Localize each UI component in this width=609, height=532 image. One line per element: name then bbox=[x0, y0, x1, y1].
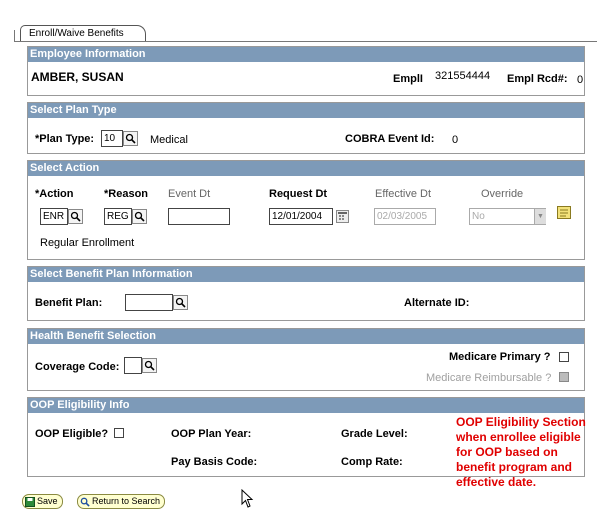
employee-information-panel bbox=[27, 46, 585, 96]
override-label: Override bbox=[481, 188, 524, 200]
plan-type-header: Select Plan Type bbox=[28, 103, 584, 118]
select-action-header: Select Action bbox=[28, 161, 584, 176]
event-dt-label: Event Dt bbox=[168, 188, 211, 200]
employee-information-header: Employee Information bbox=[28, 47, 584, 62]
note-line: effective date. bbox=[456, 475, 537, 489]
magnifier-icon bbox=[134, 211, 145, 222]
coverage-code-input[interactable] bbox=[124, 357, 142, 374]
plan-type-panel bbox=[27, 102, 585, 154]
note-line: benefit program and bbox=[456, 460, 573, 474]
medicare-primary-label: Medicare Primary ? bbox=[449, 351, 551, 363]
note-line: for OOP based on bbox=[456, 445, 558, 459]
override-value: No bbox=[472, 211, 485, 222]
reason-label: *Reason bbox=[104, 188, 149, 200]
action-lookup-button[interactable] bbox=[68, 209, 83, 224]
empl-rcd-value: 0 bbox=[577, 74, 584, 86]
reason-input[interactable]: REG bbox=[104, 208, 132, 225]
magnifier-icon bbox=[70, 211, 81, 222]
action-label: *Action bbox=[35, 188, 74, 200]
comp-rate-label: Comp Rate: bbox=[341, 456, 403, 468]
action-input[interactable]: ENR bbox=[40, 208, 68, 225]
benefit-plan-label: Benefit Plan: bbox=[35, 297, 103, 309]
plan-type-input[interactable]: 10 bbox=[101, 130, 123, 147]
magnifier-icon bbox=[80, 497, 90, 507]
medicare-reimbursable-label: Medicare Reimbursable ? bbox=[426, 372, 552, 384]
plan-type-description: Medical bbox=[150, 134, 188, 146]
oop-eligible-checkbox[interactable] bbox=[114, 428, 124, 438]
magnifier-icon bbox=[125, 133, 136, 144]
note-line: when enrollee eligible bbox=[456, 430, 581, 444]
emplid-label: EmplI bbox=[393, 73, 423, 85]
calendar-icon[interactable] bbox=[336, 210, 349, 223]
magnifier-icon bbox=[175, 297, 186, 308]
chevron-down-icon: ▼ bbox=[534, 209, 546, 224]
select-action-panel bbox=[27, 160, 585, 260]
health-benefit-panel bbox=[27, 328, 585, 391]
emplid-value: 321554444 bbox=[435, 70, 491, 82]
return-to-search-label: Return to Search bbox=[92, 496, 161, 506]
floppy-disk-icon bbox=[25, 497, 35, 507]
plan-type-label: *Plan Type: bbox=[35, 133, 95, 145]
note-line: OOP Eligibility Section bbox=[456, 415, 586, 429]
benefit-plan-lookup-button[interactable] bbox=[173, 295, 188, 310]
request-dt-input[interactable]: 12/01/2004 bbox=[269, 208, 333, 225]
grade-level-label: Grade Level: bbox=[341, 428, 408, 440]
oop-eligibility-header: OOP Eligibility Info bbox=[28, 398, 584, 413]
medicare-primary-checkbox[interactable] bbox=[559, 352, 569, 362]
effective-dt-label: Effective Dt bbox=[375, 188, 432, 200]
cobra-event-label: COBRA Event Id: bbox=[345, 133, 435, 145]
medicare-reimbursable-checkbox bbox=[559, 372, 569, 382]
employee-name: AMBER, SUSAN bbox=[31, 70, 124, 84]
plan-type-lookup-button[interactable] bbox=[123, 131, 138, 146]
mouse-cursor-icon bbox=[241, 489, 254, 509]
coverage-code-label: Coverage Code: bbox=[35, 361, 120, 373]
oop-eligible-label: OOP Eligible? bbox=[35, 428, 109, 440]
reason-description: Regular Enrollment bbox=[40, 237, 135, 249]
request-dt-label: Request Dt bbox=[269, 188, 328, 200]
save-button-label: Save bbox=[37, 496, 58, 506]
notepad-icon[interactable] bbox=[557, 206, 571, 219]
return-to-search-button[interactable] bbox=[77, 494, 165, 509]
coverage-code-lookup-button[interactable] bbox=[142, 358, 157, 373]
effective-dt-input: 02/03/2005 bbox=[374, 208, 436, 225]
health-benefit-header: Health Benefit Selection bbox=[28, 329, 584, 344]
tab-baseline bbox=[14, 41, 597, 42]
reason-lookup-button[interactable] bbox=[132, 209, 147, 224]
cobra-event-value: 0 bbox=[452, 134, 459, 146]
benefit-plan-panel bbox=[27, 266, 585, 321]
magnifier-icon bbox=[144, 360, 155, 371]
benefit-plan-header: Select Benefit Plan Information bbox=[28, 267, 584, 282]
pay-basis-code-label: Pay Basis Code: bbox=[171, 456, 258, 468]
event-dt-input[interactable] bbox=[168, 208, 230, 225]
oop-plan-year-label: OOP Plan Year: bbox=[171, 428, 252, 440]
save-button[interactable] bbox=[22, 494, 63, 509]
tab-enroll-waive-benefits[interactable]: Enroll/Waive Benefits bbox=[20, 25, 146, 41]
empl-rcd-label: Empl Rcd#: bbox=[507, 73, 568, 85]
oop-annotation-note bbox=[456, 415, 606, 490]
benefit-plan-input[interactable] bbox=[125, 294, 173, 311]
alternate-id-label: Alternate ID: bbox=[404, 297, 470, 309]
